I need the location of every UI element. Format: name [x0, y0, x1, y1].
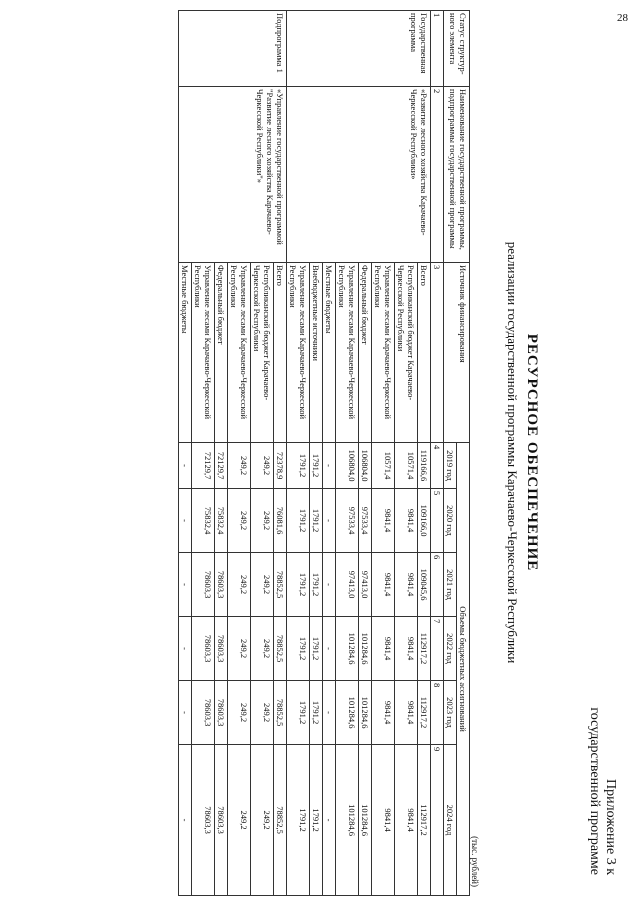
- value-cell: 97413,0: [359, 553, 372, 617]
- value-cell: 1791,2: [287, 553, 310, 617]
- column-number: 3: [431, 263, 444, 443]
- appendix-line-2: государственной программе: [587, 707, 602, 875]
- value-cell: 249,2: [228, 745, 251, 896]
- value-cell: 78603,3: [192, 681, 215, 745]
- source-cell: Федеральный бюджет: [215, 263, 228, 443]
- column-number: 7: [431, 617, 444, 681]
- appendix-note: [586, 707, 618, 875]
- source-cell: Всего: [274, 263, 287, 443]
- value-cell: 1791,2: [310, 443, 323, 489]
- value-cell: 97533,4: [359, 489, 372, 553]
- value-cell: 249,2: [228, 443, 251, 489]
- column-number: 5: [431, 489, 444, 553]
- title-main: РЕСУРСНОЕ ОБЕСПЕЧЕНИЕ: [524, 333, 540, 572]
- value-cell: 1791,2: [310, 617, 323, 681]
- value-cell: 101284,6: [359, 617, 372, 681]
- value-cell: -: [323, 553, 336, 617]
- status-cell: Подпрограмма 1: [179, 11, 287, 87]
- source-cell: Внебюджетные источники: [310, 263, 323, 443]
- header-source: Источник финансирования: [444, 263, 470, 443]
- column-number: 9: [431, 745, 444, 896]
- appendix-line-1: Приложение 3 к: [603, 779, 618, 875]
- header-year: 2020 год: [444, 489, 457, 553]
- source-cell: Управление лесами Карачаево-Черкесской Республики: [287, 263, 310, 443]
- value-cell: 1791,2: [287, 745, 310, 896]
- resource-table: [178, 10, 470, 896]
- value-cell: 10571,4: [372, 443, 395, 489]
- column-number: 2: [431, 87, 444, 263]
- header-status: Статус структур-ного элемента: [444, 11, 470, 87]
- value-cell: 75832,4: [215, 489, 228, 553]
- column-number: 1: [431, 11, 444, 87]
- document-title: [504, 10, 540, 895]
- value-cell: -: [179, 681, 192, 745]
- value-cell: 249,2: [251, 553, 274, 617]
- source-cell: Управление лесами Карачаево-Черкесской Республики: [192, 263, 215, 443]
- value-cell: -: [323, 745, 336, 896]
- value-cell: 78603,3: [192, 553, 215, 617]
- source-cell: Федеральный бюджет: [359, 263, 372, 443]
- value-cell: 9841,4: [372, 617, 395, 681]
- value-cell: -: [179, 443, 192, 489]
- value-cell: 76081,6: [274, 489, 287, 553]
- value-cell: -: [323, 681, 336, 745]
- value-cell: 9841,4: [372, 553, 395, 617]
- value-cell: 9841,4: [395, 553, 418, 617]
- value-cell: 78852,5: [274, 553, 287, 617]
- value-cell: 249,2: [251, 745, 274, 896]
- value-cell: -: [323, 489, 336, 553]
- source-cell: Управление лесами Карачаево-Черкесской Республики: [336, 263, 359, 443]
- value-cell: 10571,4: [395, 443, 418, 489]
- source-cell: Республиканский бюджет Карачаево-Черкесской Республики: [395, 263, 418, 443]
- status-cell: Государственная программа: [287, 11, 431, 87]
- source-cell: Местные бюджеты: [179, 263, 192, 443]
- value-cell: 78603,3: [215, 553, 228, 617]
- value-cell: 249,2: [251, 443, 274, 489]
- value-cell: 72129,7: [192, 443, 215, 489]
- title-sub: реализации государственной программы Карачаево-Черкесской Республики: [505, 241, 520, 664]
- header-year: 2022 год: [444, 617, 457, 681]
- value-cell: 9841,4: [372, 681, 395, 745]
- value-cell: 101284,6: [336, 745, 359, 896]
- table-row: [418, 11, 431, 896]
- value-cell: -: [179, 489, 192, 553]
- value-cell: 78603,3: [215, 681, 228, 745]
- value-cell: 109045,6: [418, 553, 431, 617]
- value-cell: 1791,2: [310, 745, 323, 896]
- value-cell: -: [179, 553, 192, 617]
- value-cell: 9841,4: [395, 489, 418, 553]
- value-cell: 78603,3: [215, 745, 228, 896]
- value-cell: 109166,0: [418, 489, 431, 553]
- column-number: 8: [431, 681, 444, 745]
- source-cell: Управление лесами Карачаево-Черкесской Республики: [228, 263, 251, 443]
- value-cell: 1791,2: [287, 489, 310, 553]
- value-cell: 249,2: [251, 617, 274, 681]
- value-cell: -: [179, 745, 192, 896]
- value-cell: -: [179, 617, 192, 681]
- name-cell: «Развитие лесного хозяйства Карачаево-Черкесской Республики»: [287, 87, 431, 263]
- value-cell: 1791,2: [287, 681, 310, 745]
- source-cell: Всего: [418, 263, 431, 443]
- value-cell: 78603,3: [192, 617, 215, 681]
- header-volumes: Объемы бюджетных ассигнований: [457, 443, 470, 896]
- header-year: 2021 год: [444, 553, 457, 617]
- value-cell: 9841,4: [395, 681, 418, 745]
- value-cell: 78603,3: [192, 745, 215, 896]
- value-cell: 78852,5: [274, 681, 287, 745]
- value-cell: 9841,4: [372, 745, 395, 896]
- header-year: 2023 год: [444, 681, 457, 745]
- value-cell: 249,2: [228, 617, 251, 681]
- value-cell: 1791,2: [287, 443, 310, 489]
- column-number: 6: [431, 553, 444, 617]
- value-cell: 101284,6: [359, 745, 372, 896]
- value-cell: 1791,2: [310, 553, 323, 617]
- value-cell: 75832,4: [192, 489, 215, 553]
- value-cell: 1791,2: [310, 489, 323, 553]
- value-cell: 106804,0: [336, 443, 359, 489]
- value-cell: 1791,2: [310, 681, 323, 745]
- source-cell: Местные бюджеты: [323, 263, 336, 443]
- value-cell: 1791,2: [287, 617, 310, 681]
- value-cell: 112917,2: [418, 681, 431, 745]
- value-cell: 249,2: [228, 681, 251, 745]
- table-row: [274, 11, 287, 896]
- page-number: 28: [617, 12, 628, 24]
- value-cell: 112917,2: [418, 745, 431, 896]
- value-cell: 97533,4: [336, 489, 359, 553]
- column-numbers-row: [431, 11, 444, 896]
- value-cell: 101284,6: [336, 681, 359, 745]
- source-cell: Управление лесами Карачаево-Черкесской Республики: [372, 263, 395, 443]
- value-cell: 106804,0: [359, 443, 372, 489]
- value-cell: 72378,9: [274, 443, 287, 489]
- value-cell: 101284,6: [359, 681, 372, 745]
- value-cell: 9841,4: [395, 617, 418, 681]
- header-year: 2024 год: [444, 745, 457, 896]
- value-cell: 72129,7: [215, 443, 228, 489]
- value-cell: 119166,6: [418, 443, 431, 489]
- name-cell: «Управление государственной программой "Развитие лесного хозяйства Карачаево-Черкесской Республики"»: [179, 87, 287, 263]
- units-note: (тыс. рублей): [470, 836, 480, 887]
- value-cell: 78852,5: [274, 745, 287, 896]
- header-year: 2019 год: [444, 443, 457, 489]
- column-number: 4: [431, 443, 444, 489]
- value-cell: 112917,2: [418, 617, 431, 681]
- value-cell: 249,2: [251, 681, 274, 745]
- value-cell: 249,2: [251, 489, 274, 553]
- value-cell: 78603,3: [215, 617, 228, 681]
- value-cell: 9841,4: [372, 489, 395, 553]
- value-cell: 249,2: [228, 553, 251, 617]
- source-cell: Республиканский бюджет Карачаево-Черкесской Республики: [251, 263, 274, 443]
- value-cell: -: [323, 443, 336, 489]
- rotated-sheet: [150, 10, 620, 895]
- header-name: Наименование государственной программы, подпрограммы государственной программы: [444, 87, 470, 263]
- value-cell: 78852,5: [274, 617, 287, 681]
- value-cell: -: [323, 617, 336, 681]
- value-cell: 101284,6: [336, 617, 359, 681]
- value-cell: 97413,0: [336, 553, 359, 617]
- value-cell: 249,2: [228, 489, 251, 553]
- value-cell: 9841,4: [395, 745, 418, 896]
